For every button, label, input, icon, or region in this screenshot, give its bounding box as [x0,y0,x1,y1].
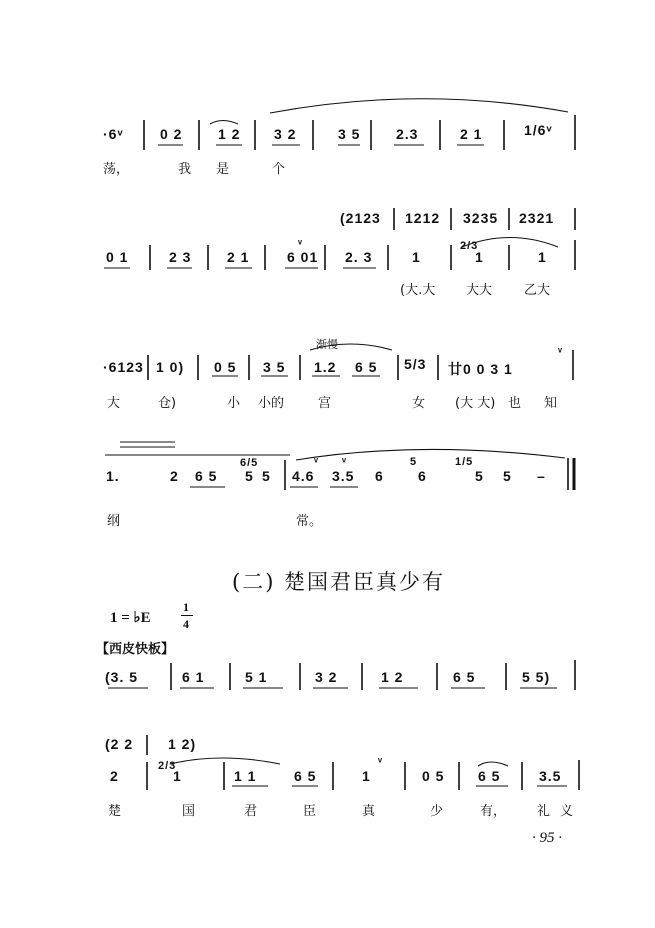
note-group: 5 [503,468,512,484]
lyric: 女 [412,396,426,411]
note-group: 3.5 [332,468,355,484]
grace-note: 1/5 [455,456,474,468]
lyric: 宫 [318,396,332,411]
note-group: 5 1 [245,669,268,685]
upper-note-group: 1212 [405,210,441,226]
tempo-bracket: 【西皮快板】 [96,642,175,657]
lyric: 小的 [258,396,285,411]
upper-note-group: (2123 [340,210,381,226]
lyric: 仓) [158,396,177,411]
lyric: 我 [178,162,192,177]
key-signature: 1 = ♭E [110,610,151,626]
note-group: 6 1 [182,669,205,685]
grace-note: 6/5 [240,457,259,469]
section-title: (二) 楚国君臣真少有 [232,570,446,594]
note-group: (3. 5 [105,669,139,685]
upper-note-group: (2 2 [105,736,134,752]
note-group: 6 5 [195,468,218,484]
lyric: 礼 [537,804,551,819]
note-group: 0 2 [160,126,183,142]
note-group: 1 [538,249,547,265]
note-group: 2 1 [227,249,250,265]
note-group: 廿0 0 3 1 [448,361,513,377]
grace-note: 2/3 [460,240,479,252]
note-group: 1 2 [381,669,404,685]
note-group: 0 5 [422,768,445,784]
note-group: 5 [475,468,484,484]
lyric: 个 [272,162,286,177]
note-group: – [537,468,546,484]
lyric: 大 [107,396,121,411]
note-group: 1 0) [156,359,185,375]
page-number: · 95 · [532,830,562,846]
note-group: 1 [362,768,371,784]
note-group: 6 5 [355,359,378,375]
note-group: 2 3 [169,249,192,265]
lyric: 乙大 [524,283,551,298]
lyric: 大大 [466,283,493,298]
lyric: 是 [216,162,230,177]
lyric: 知 [544,396,558,411]
note-group: 4.6 [292,468,315,484]
note-group: 2 [110,768,119,784]
note-group: 6 [375,468,384,484]
note-group: 1 [475,249,484,265]
lyric: 纲 [107,514,121,529]
note-group: 1 2 [218,126,241,142]
note-group: ·6123 [103,359,144,375]
note-group: 6 01 [287,249,319,265]
note-group: 5 [262,468,271,484]
note-group: 1. [106,468,120,484]
note-group: 3 5 [338,126,361,142]
note-group: 0 5 [214,359,237,375]
breath-mark: ᵛ [342,456,348,468]
time-signature-line [181,615,193,616]
note-group: 2 1 [460,126,483,142]
grace-note: 5 [410,456,418,468]
time-signature-top: 1 [183,600,189,614]
note-group: 3 5 [263,359,286,375]
note-group: 1 1 [234,768,257,784]
note-group: 2. 3 [345,249,373,265]
note-group: 3.5 [539,768,562,784]
breath-mark: ᵛ [314,456,320,468]
note-group: 5/3 [404,356,427,372]
lyric: (大 大) [455,396,496,411]
upper-note-group: 1 2) [168,736,197,752]
note-group: 5 [245,468,254,484]
lyric: 楚 [108,804,122,819]
lyric: 小 [227,396,241,411]
upper-note-group: 3235 [463,210,499,226]
grace-note: 2/3 [158,760,177,772]
note-group: 3 2 [274,126,297,142]
upper-note-group: 2321 [519,210,555,226]
note-group: 2.3 [396,126,419,142]
note-group: 3 2 [315,669,338,685]
note-group: 1.2 [314,359,337,375]
note-group: 1/6ᵛ [524,122,553,138]
lyric: 有， [480,804,507,819]
note-group: ·6ᵛ [103,126,124,142]
note-group: 6 5 [453,669,476,685]
lyric: 君 [244,804,258,819]
note-group: 0 1 [106,249,129,265]
lyric: 义 [560,804,574,819]
time-signature-bottom: 4 [183,617,189,631]
note-group: 6 5 [294,768,317,784]
note-group: 6 [418,468,427,484]
lyric: 也 [508,396,522,411]
note-group: 2 [170,468,179,484]
lyric: 常。 [296,514,323,529]
breath-mark: ᵛ [298,238,304,250]
lyric: 荡， [103,162,130,177]
tempo-marking: 渐慢 [316,338,338,351]
lyric: 少 [430,804,444,819]
lyric: 真 [362,804,376,819]
breath-mark: ᵛ [378,756,384,768]
breath-mark: ᵛ [558,346,564,358]
note-group: 1 [173,768,182,784]
note-group: 5 5) [522,669,551,685]
lyric: 臣 [303,804,317,819]
lyric: 国 [182,804,196,819]
lyric: (大.大 [400,283,436,298]
note-group: 6 5 [478,768,501,784]
note-group: 1 [412,249,421,265]
